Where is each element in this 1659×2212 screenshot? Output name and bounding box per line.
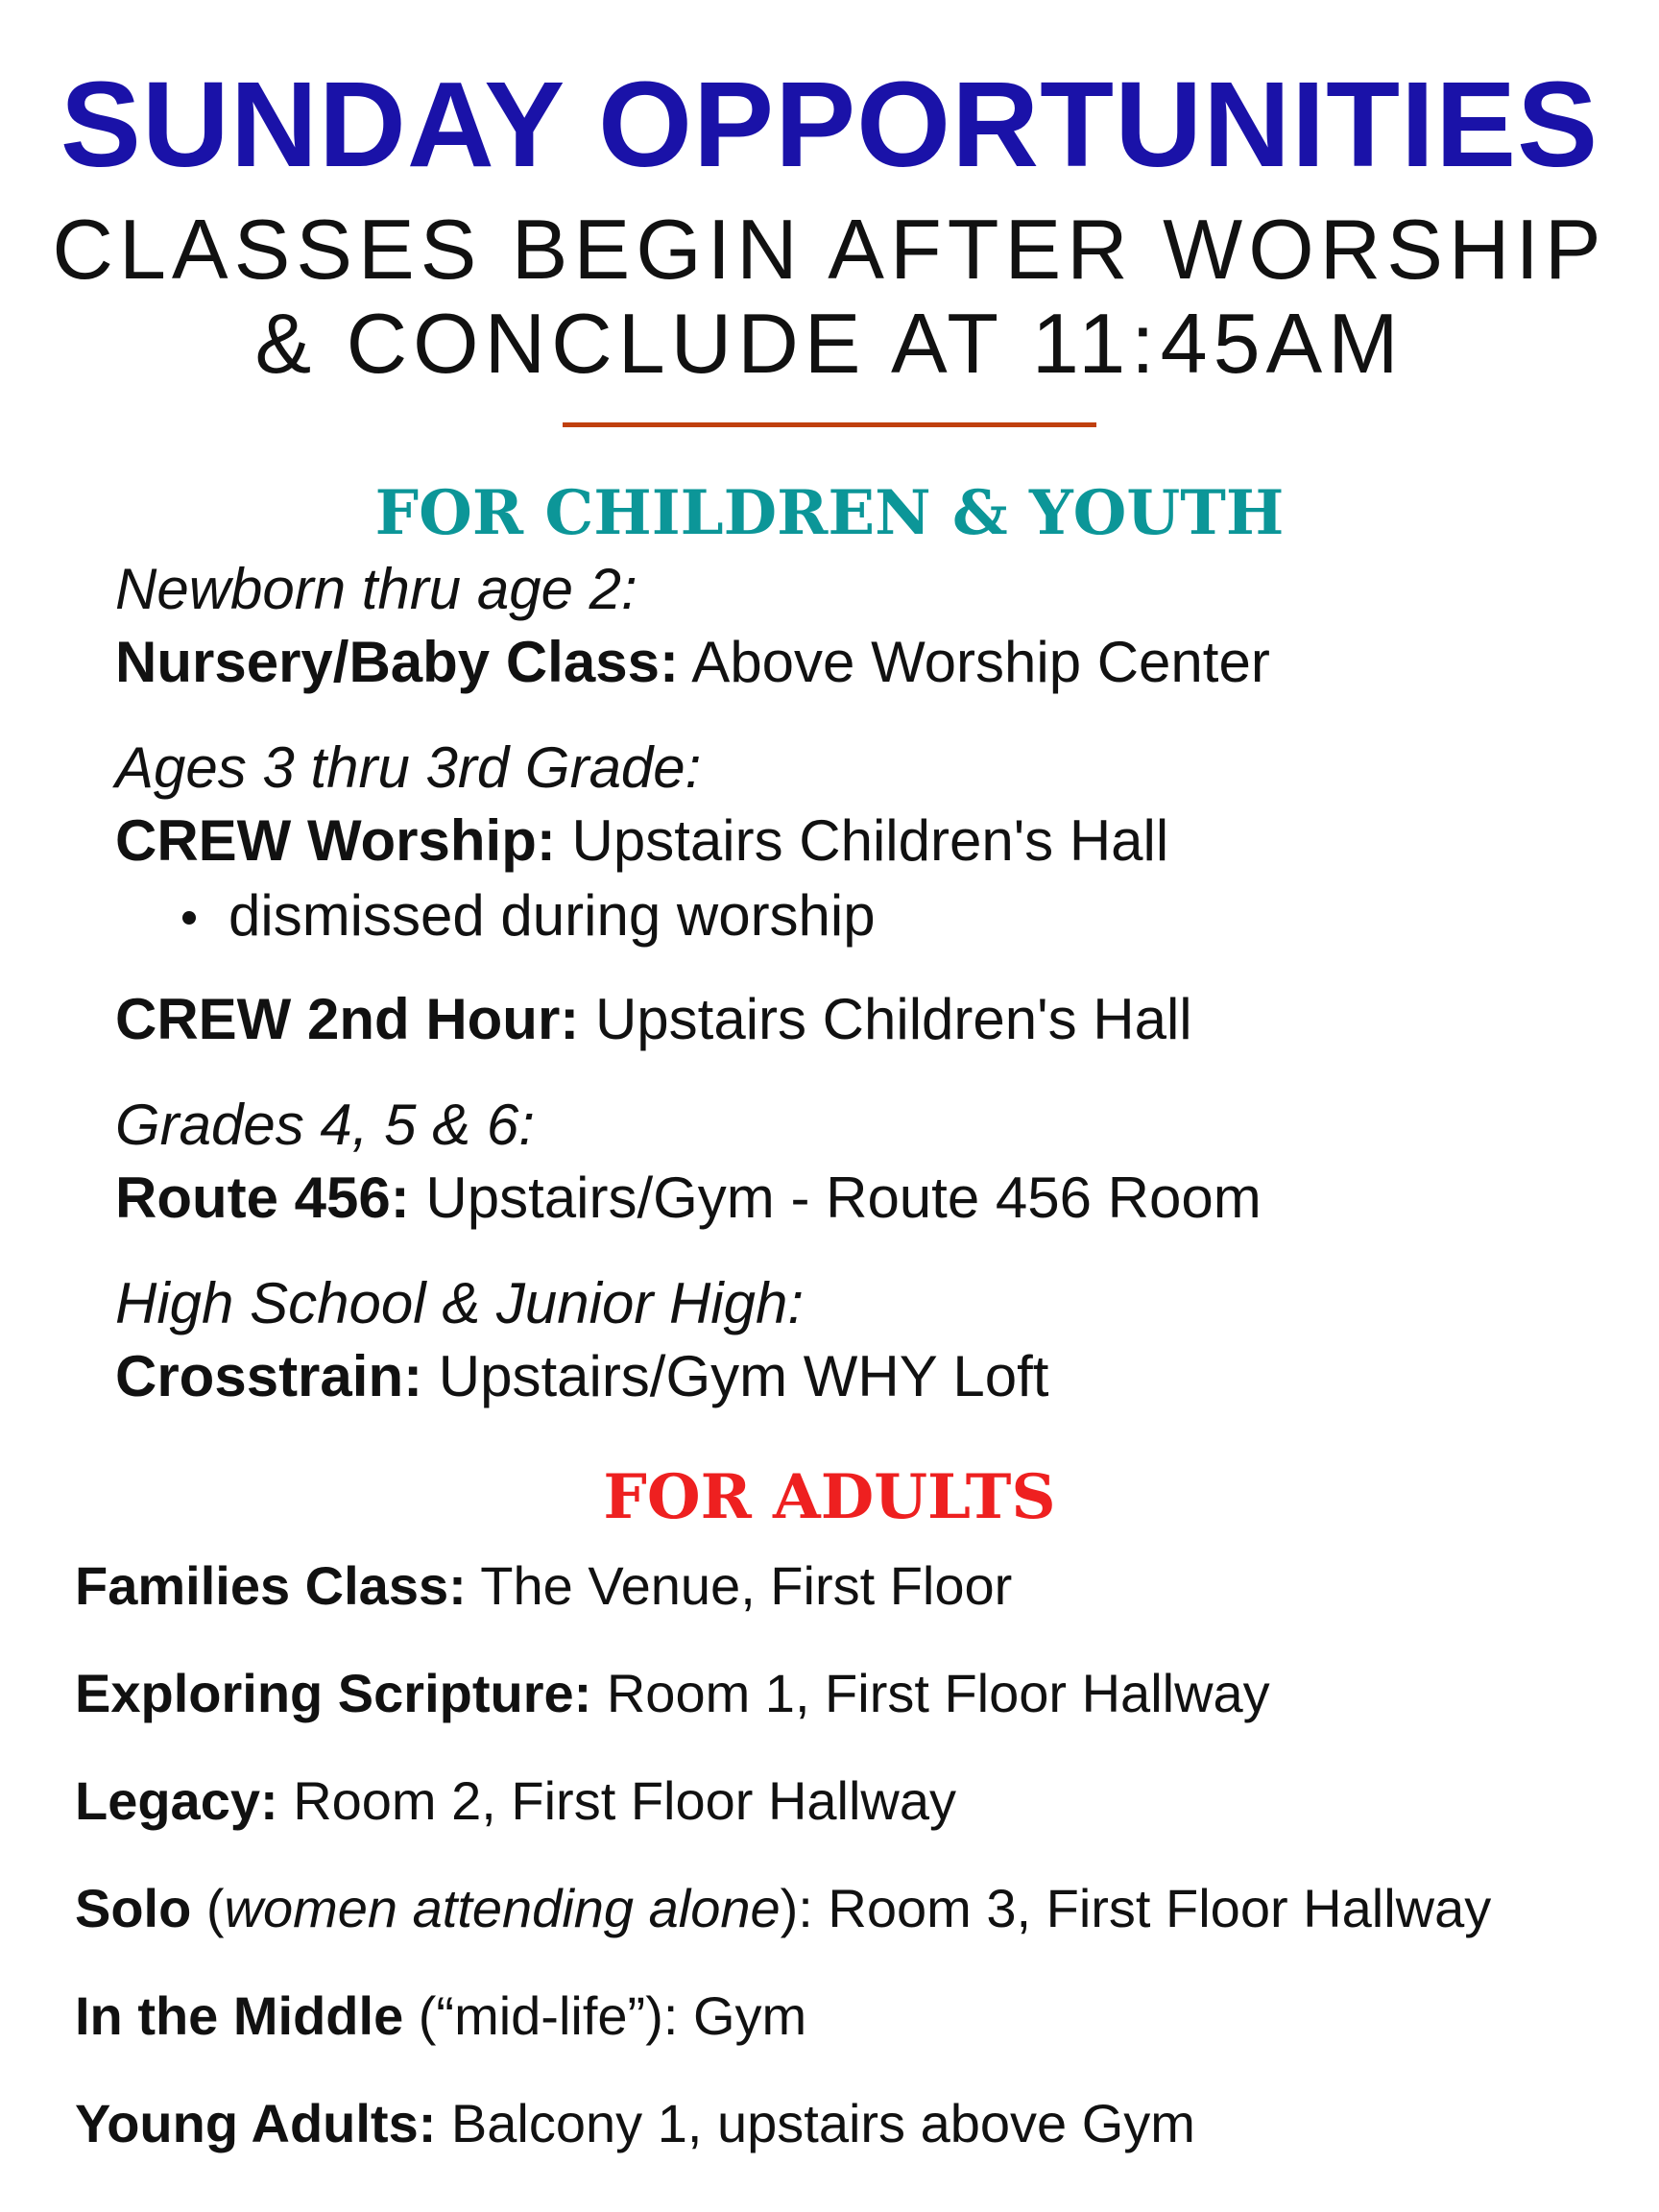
subtitle-line-2: & CONCLUDE AT 11:45AM bbox=[254, 296, 1405, 391]
adult-class-legacy bbox=[75, 1768, 956, 1834]
adult-class-in-the-middle bbox=[75, 1984, 806, 2049]
bullet-dot-icon bbox=[182, 911, 196, 925]
age-range-newborn: Newborn thru age 2: bbox=[115, 557, 637, 621]
class-name: Route 456: bbox=[115, 1166, 410, 1230]
class-location: Upstairs Children's Hall bbox=[579, 987, 1192, 1051]
class-name: Nursery/Baby Class: bbox=[115, 630, 679, 694]
class-row-route-456 bbox=[115, 1164, 1262, 1233]
class-row-nursery bbox=[115, 628, 1270, 697]
class-note: women attending alone bbox=[224, 1878, 781, 1938]
class-location: Room 2, First Floor Hallway bbox=[277, 1770, 957, 1831]
class-name: Young Adults: bbox=[75, 2093, 437, 2153]
age-range-high-school: High School & Junior High: bbox=[115, 1271, 805, 1335]
adult-class-families bbox=[75, 1553, 1012, 1619]
class-row-crew-worship bbox=[115, 806, 1168, 876]
class-location: Room 1, First Floor Hallway bbox=[591, 1663, 1270, 1723]
class-name: Solo bbox=[75, 1878, 192, 1938]
class-location: The Venue, First Floor bbox=[466, 1555, 1013, 1616]
subtitle-line-1: CLASSES BEGIN AFTER WORSHIP bbox=[52, 202, 1607, 297]
bullet-note: dismissed during worship bbox=[228, 883, 876, 948]
class-name: In the Middle bbox=[75, 1985, 404, 2046]
class-name: Legacy: bbox=[75, 1770, 278, 1831]
class-row-crew-2nd-hour bbox=[115, 985, 1192, 1054]
class-location: ): Room 3, First Floor Hallway bbox=[780, 1878, 1492, 1938]
class-name: Exploring Scripture: bbox=[75, 1663, 592, 1723]
class-location: Balcony 1, upstairs above Gym bbox=[436, 2093, 1195, 2153]
class-location: Upstairs/Gym WHY Loft bbox=[422, 1344, 1049, 1408]
class-name: CREW 2nd Hour: bbox=[115, 987, 580, 1051]
age-range-grades-4-6: Grades 4, 5 & 6: bbox=[115, 1093, 535, 1157]
class-row-crosstrain bbox=[115, 1342, 1048, 1411]
children-youth-heading: FOR CHILDREN & YOUTH bbox=[374, 477, 1285, 549]
adult-class-exploring-scripture bbox=[75, 1661, 1270, 1726]
adult-class-solo bbox=[75, 1876, 1491, 1941]
class-location: Upstairs Children's Hall bbox=[555, 808, 1169, 873]
class-location: Above Worship Center bbox=[678, 630, 1270, 694]
divider-rule bbox=[563, 422, 1096, 427]
age-range-preschool: Ages 3 thru 3rd Grade: bbox=[115, 735, 702, 800]
class-name: Families Class: bbox=[75, 1555, 467, 1616]
adults-heading: FOR ADULTS bbox=[603, 1461, 1056, 1533]
class-location: (“mid-life”): Gym bbox=[403, 1985, 807, 2046]
adult-class-young-adults bbox=[75, 2091, 1195, 2156]
class-name: Crosstrain: bbox=[115, 1344, 423, 1408]
class-name: CREW Worship: bbox=[115, 808, 556, 873]
page-title: SUNDAY OPPORTUNITIES bbox=[60, 57, 1599, 192]
class-note-open: ( bbox=[191, 1878, 225, 1938]
class-location: Upstairs/Gym - Route 456 Room bbox=[409, 1166, 1262, 1230]
